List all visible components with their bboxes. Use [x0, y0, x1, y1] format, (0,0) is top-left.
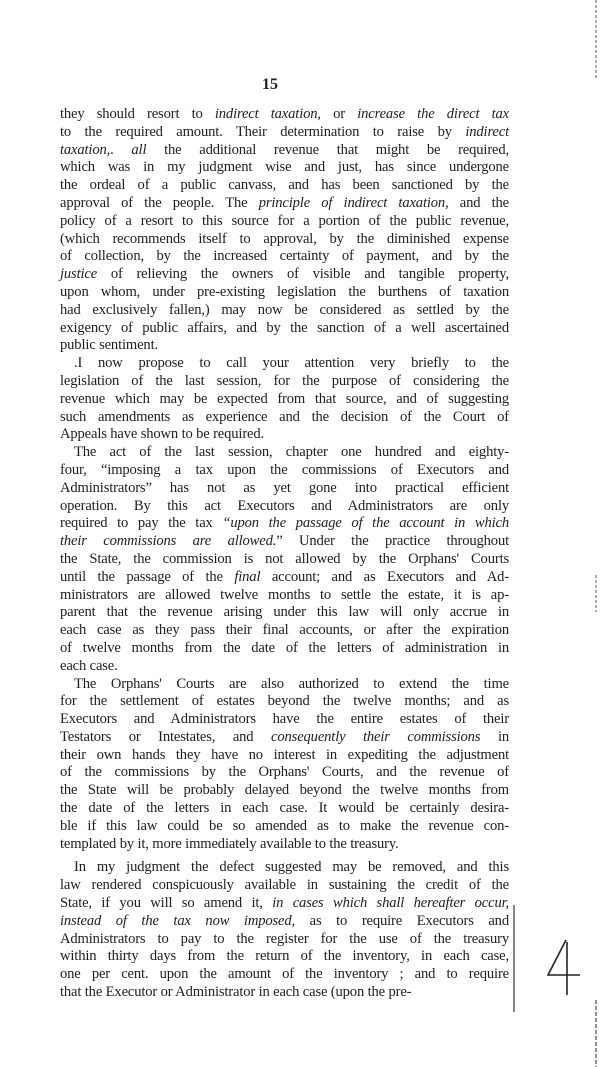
text-segment: The act of the last session, chapter one hundred and eighty- [74, 444, 509, 461]
italic-text: indirect [465, 123, 509, 140]
text-segment: (which recommends itself to approval, by the diminished expense [60, 230, 509, 247]
text-segment: , and the [445, 194, 510, 211]
text-segment: account; and as Executors and Ad- [260, 568, 509, 585]
text-segment: public sentiment. [60, 337, 158, 354]
text-segment: as to require Executors and [295, 912, 509, 929]
text-segment: Administrators” has not as yet gone into practical efficient [60, 479, 509, 496]
text-segment: such amendments as experience and the decision of the Court of [60, 408, 509, 425]
text-segment: four, “imposing a tax upon the commissions of Executors and [60, 461, 509, 478]
text-segment: of relieving the owners of visible and tangible property, [97, 266, 509, 283]
text-segment: the ordeal of a public canvass, and has been sanctioned by the [60, 177, 509, 194]
page-number: 15 [262, 76, 278, 93]
text-segment: templated by it, more immediately available to the treasury. [60, 835, 399, 852]
text-segment: until the passage of the [60, 568, 235, 585]
text-segment: to the required amount. Their determination to raise by [60, 123, 466, 140]
text-segment: law rendered conspicuously available in sustaining the credit of the [60, 877, 509, 894]
italic-text: justice [60, 266, 98, 283]
text-segment: In my judgment the defect suggested may be removed, and this [74, 859, 509, 876]
text-segment: exigency of public affairs, and by the sanction of a well ascertained [60, 319, 509, 336]
text-segment: ” Under the practice throughout [276, 533, 509, 550]
text-segment: the State, the commission is not allowed by the Orphans' Courts [60, 550, 509, 567]
text-segment: revenue which may be expected from that source, and of suggesting [60, 390, 509, 407]
italic-text: increase the direct tax [357, 106, 509, 122]
text-segment: upon whom, under pre-existing legislation the burthens of taxation [60, 283, 509, 300]
text-segment: of twelve months from the date of the letters of administration in [60, 639, 509, 656]
text-segment: operation. By this act Executors and Administrators are only [60, 497, 509, 514]
text-segment: Executors and Administrators have the entire estates of their [60, 711, 509, 728]
handwritten-four-mark [548, 940, 580, 995]
italic-text: their commissions are allowed. [60, 533, 277, 550]
text-segment: parent that the revenue arising under this law will only accrue in [60, 604, 509, 621]
italic-text: final [234, 568, 261, 585]
italic-text: indirect taxation, [214, 106, 321, 122]
text-segment: in [480, 728, 509, 745]
text-segment: each case as they pass their final accounts, or after the expiration [60, 622, 509, 639]
text-segment: required to pay the tax [60, 515, 223, 532]
italic-text: instead of the tax now imposed, [60, 912, 296, 929]
text-segment: .I now propose to call your attention very briefly to the [74, 355, 509, 372]
italic-text: all [131, 141, 147, 158]
text-segment: that the Executor or Administrator in each case (upon the pre- [60, 984, 412, 1001]
text-segment: ministrators are allowed twelve months to settle the estate, it is ap- [60, 586, 509, 603]
text-segment: policy of a resort to this source for a portion of the public revenue, [60, 212, 509, 229]
text-segment: approval of the people. The [60, 194, 259, 211]
italic-text: consequently their commissions [271, 728, 481, 745]
text-segment: each case. [60, 657, 118, 674]
text-segment: . [110, 141, 132, 158]
text-segment: ble if this law could be so amended as to make the revenue con- [60, 817, 509, 834]
text-segment: the State will be probably delayed beyond the twelve months from [60, 782, 509, 799]
text-segment: of collection, by the increased certainty of payment, and by the [60, 248, 509, 265]
italic-text: taxation, [60, 141, 111, 158]
text-segment: The Orphans' Courts are also authorized to extend the time [74, 675, 509, 692]
text-segment: their own hands they have no interest in expediting the adjustment [60, 746, 509, 763]
text-segment: Testators or Intestates, and [60, 728, 272, 745]
text-segment: State, if you will so amend it, [60, 895, 273, 912]
italic-text: in cases which shall hereafter occur, [272, 895, 509, 912]
text-segment: one per cent. upon the amount of the inventory ; and to require [60, 966, 509, 983]
text-segment: legislation of the last session, for the purpose of considering the [60, 372, 509, 389]
text-segment: the date of the letters in each case. It would be certainly desira- [60, 800, 509, 817]
italic-text: principle of indirect taxation [258, 194, 446, 211]
text-segment: of the commissions by the Orphans' Courts, and the revenue of [60, 764, 509, 781]
text-segment: had exclusively fallen,) may now be considered as settled by the [60, 301, 509, 318]
text-segment: for the settlement of estates beyond the twelve months; and as [60, 693, 509, 710]
italic-text: “upon the passage of the account in which [222, 515, 509, 532]
text-segment: they should resort to [60, 106, 215, 122]
text-segment: the additional revenue that might be required, [146, 141, 510, 158]
text-segment: Administrators to pay to the register for the use of the treasury [60, 930, 509, 947]
text-segment: or [320, 106, 358, 122]
text-segment: within thirty days from the return of the inventory, in each case, [60, 948, 509, 965]
text-segment: Appeals have shown to be required. [60, 426, 265, 443]
text-segment: which was in my judgment wise and just, has since undergone [60, 159, 509, 176]
